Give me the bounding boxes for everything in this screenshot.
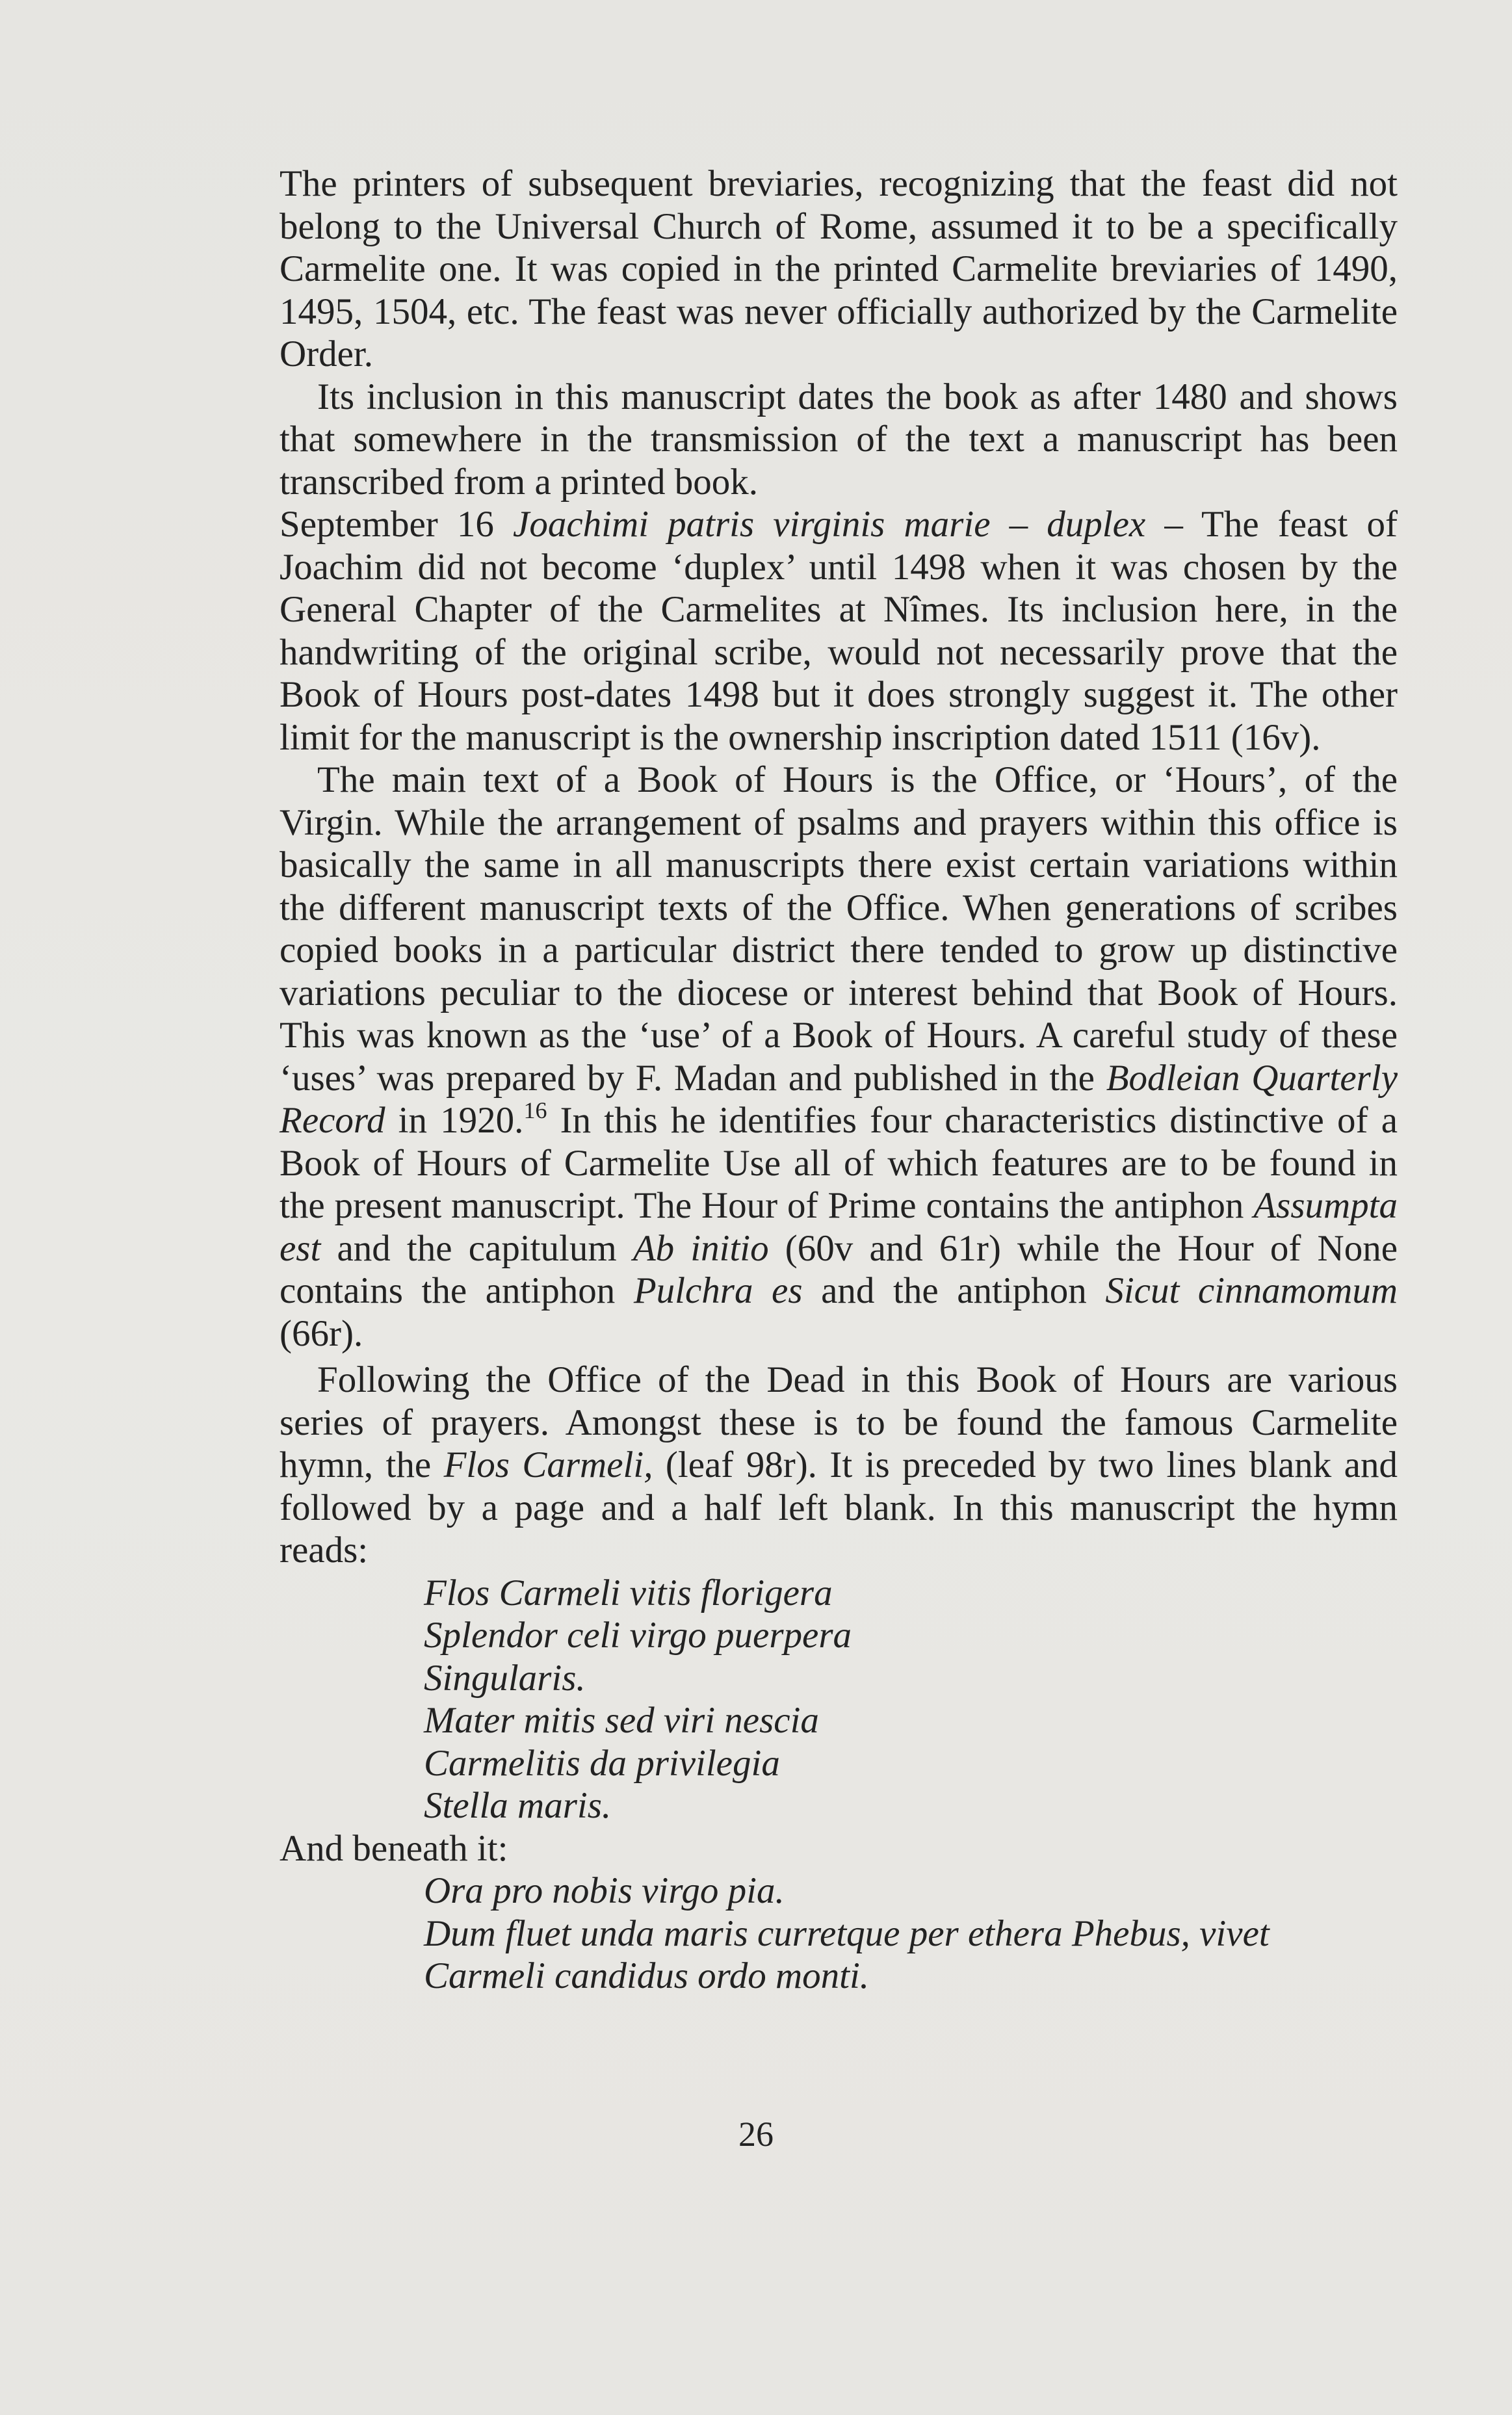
- paragraphs-container: [280, 163, 1398, 1572]
- hymn-line: Stella maris.: [424, 1785, 612, 1826]
- page-number: 26: [738, 2115, 774, 2154]
- text-run: Its inclusion in this manuscript dates the book as after 1480 and shows that somewhere in the transmission of the text a manuscript has been transcribed from a printed book.: [280, 376, 1398, 503]
- italic-text: Flos Carmeli,: [443, 1444, 653, 1485]
- text-run: (leaf 98r). It is preceded by two lines blank and followed by a page and a half left blank. In this manuscript the hymn reads:: [280, 1444, 1398, 1571]
- italic-text: Joachimi patris virginis marie – duplex: [513, 504, 1146, 545]
- text-run: (60v and 61r) while the Hour of None contains the antiphon: [280, 1227, 1398, 1311]
- text-run: and the antiphon: [802, 1270, 1106, 1311]
- hymn-line: Singularis.: [424, 1657, 586, 1699]
- paragraph: [280, 759, 1398, 1355]
- text-run: and the capitulum: [320, 1227, 633, 1269]
- text-run: (66r).: [280, 1312, 363, 1354]
- hymn-verse: [280, 1572, 1398, 1827]
- paragraph: [280, 376, 1398, 504]
- text-run: in 1920.: [385, 1100, 524, 1141]
- hymn-line: Flos Carmeli vitis florigera: [424, 1572, 833, 1613]
- footnote-ref: 16: [523, 1097, 547, 1123]
- italic-text: Bodleian Quarterly Record: [280, 1057, 1398, 1141]
- text-run: The main text of a Book of Hours is the Office, or ‘Hours’, of the Virgin. While the arrangement of psalms and prayers within this office is basically the same in all manuscripts there exist certain variations within the different manuscript texts of the Office. When generations of scribes copied books in a particular district there tended to grow up distinctive variations peculiar to the diocese or interest behind that Book of Hours. This was known as the ‘use’ of a Book of Hours. A careful study of these ‘uses’ was prepared by F. Madan and published in the: [280, 759, 1398, 1099]
- text-run: In this he identifies four characteristics distinctive of a Book of Hours of Carmelite Use all of which features are to be found in the present manuscript. The Hour of Prime contains the antiphon: [280, 1100, 1398, 1226]
- beneath-verse: [280, 1870, 1398, 1998]
- hymn-line: Mater mitis sed viri nescia: [424, 1700, 819, 1741]
- italic-text: Pulchra es: [633, 1270, 803, 1311]
- hymn-line: Splendor celi virgo puerpera: [424, 1615, 852, 1656]
- paragraph: [280, 1359, 1398, 1572]
- text-run: The printers of subsequent breviaries, recognizing that the feast did not belong to the Universal Church of Rome, assumed it to be a specifically Carmelite one. It was copied in the printed Carmelite breviaries of 1490, 1495, 1504, etc. The feast was never officially authorized by the Carmelite Order.: [280, 163, 1398, 374]
- beneath-line: Dum fluet unda maris curretque per ethera Phebus, vivet Carmeli candidus ordo monti.: [424, 1912, 1270, 1996]
- italic-text: Ab initio: [632, 1227, 769, 1269]
- paragraph: [280, 503, 1398, 759]
- text-run: September 16: [280, 504, 514, 545]
- hymn-line: Carmelitis da privilegia: [424, 1742, 780, 1784]
- text-run: – The feast of Joachim did not become ‘duplex’ until 1498 when it was chosen by the General Chapter of the Carmelites at Nîmes. Its inclusion here, in the handwriting of the original scribe, would not necessarily prove that the Book of Hours post-dates 1498 but it does strongly suggest it. The other limit for the manuscript is the ownership inscription dated 1511 (16v).: [280, 504, 1398, 758]
- italic-text: Sicut cinnamomum: [1105, 1270, 1398, 1311]
- body-text: [280, 163, 1398, 1998]
- text-run: Following the Office of the Dead in this Book of Hours are various series of prayers. Amongst these is to be found the famous Carmelite hymn, the: [280, 1359, 1398, 1485]
- beneath-line: Ora pro nobis virgo pia.: [424, 1870, 785, 1911]
- and-beneath-label: And beneath it:: [280, 1827, 508, 1869]
- paragraph: [280, 163, 1398, 376]
- italic-text: Assumpta est: [280, 1185, 1398, 1269]
